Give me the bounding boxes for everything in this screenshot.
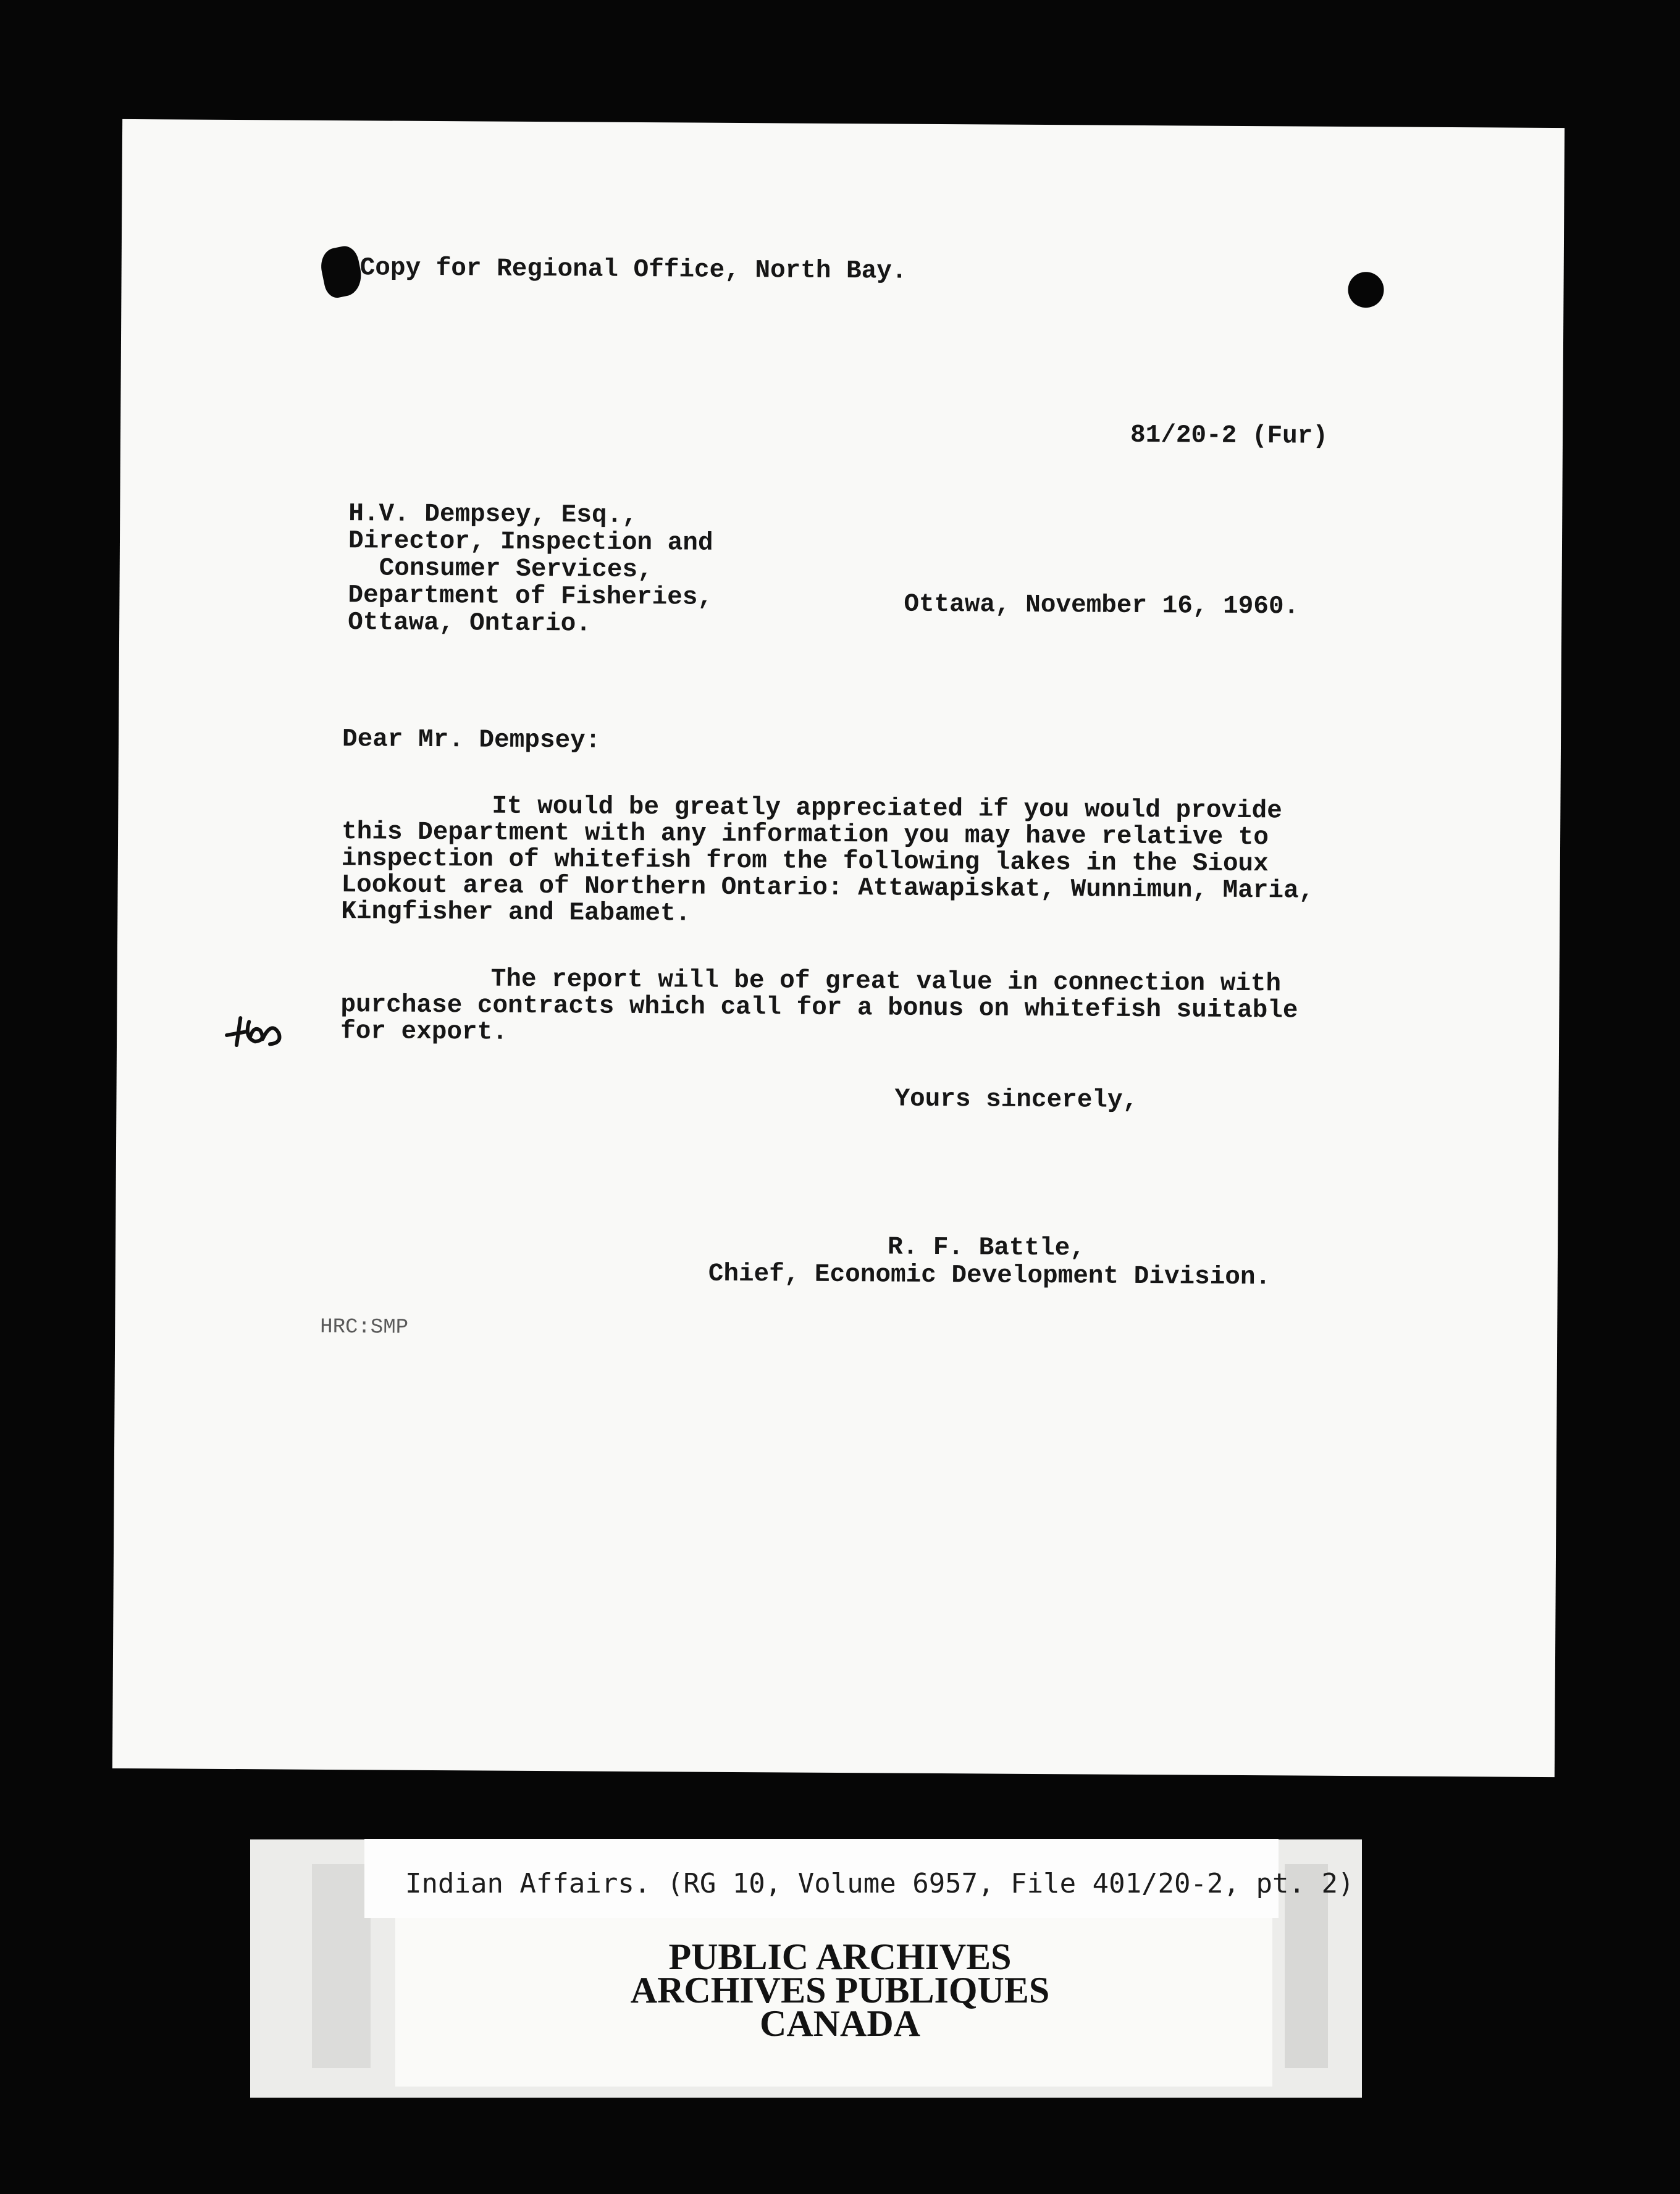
signature-name: R. F. Battle, — [887, 1233, 1086, 1263]
copy-note: Copy for Regional Office, North Bay. — [359, 254, 907, 286]
archive-name-en: PUBLIC ARCHIVES — [668, 1936, 1012, 1977]
archive-country: CANADA — [760, 2003, 920, 2044]
archive-citation: Indian Affairs. (RG 10, Volume 6957, File 401/20-2, pt. 2) — [405, 1868, 1354, 1899]
body-line: Lookout area of Northern Ontario: Attawapiskat, Wunnimun, Maria, — [341, 871, 1314, 906]
closing: Yours sincerely, — [894, 1085, 1138, 1115]
signature-title: Chief, Economic Development Division. — [708, 1259, 1271, 1292]
body-line: Kingfisher and Eabamet. — [341, 897, 691, 928]
body-line: inspection of whitefish from the following lakes in the Sioux — [341, 844, 1269, 879]
letter-page — [112, 119, 1564, 1777]
file-reference: 81/20-2 (Fur) — [1130, 421, 1329, 451]
body-line: for export. — [340, 1017, 508, 1047]
addressee-line: Ottawa, Ontario. — [348, 608, 592, 639]
punch-hole — [1348, 272, 1384, 308]
addressee-line: H.V. Dempsey, Esq., — [348, 500, 637, 530]
archive-name-fr: ARCHIVES PUBLIQUES — [630, 1970, 1050, 2011]
addressee-line: Department of Fisheries, — [348, 581, 713, 612]
ink-blot — [317, 244, 365, 300]
typist-initials: HRC:SMP — [320, 1315, 409, 1340]
handwritten-initial-mark — [222, 1009, 290, 1053]
addressee-line: Director, Inspection and — [348, 527, 713, 558]
addressee-line: Consumer Services, — [379, 554, 653, 585]
body-line: purchase contracts which call for a bonus on whitefish suitable — [340, 991, 1298, 1025]
salutation: Dear Mr. Dempsey: — [342, 725, 601, 755]
body-line: this Department with any information you may have relative to — [341, 818, 1269, 852]
body-line: The report will be of great value in connection with — [490, 965, 1282, 999]
dateline: Ottawa, November 16, 1960. — [904, 590, 1300, 621]
body-line: It would be greatly appreciated if you would provide — [492, 792, 1282, 826]
